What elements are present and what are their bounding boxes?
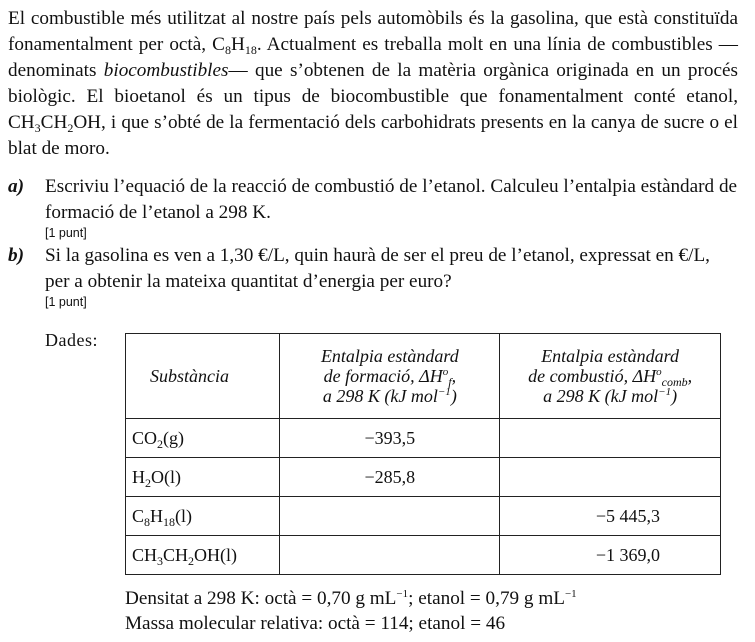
- substance-cell: [126, 536, 280, 575]
- formula-subscript: 2: [145, 475, 151, 490]
- question-letter: b): [8, 245, 24, 266]
- formula-subscript: 8: [224, 43, 231, 57]
- header-line: Entalpia estàndard: [541, 346, 680, 366]
- formula-part: H: [230, 34, 245, 55]
- question-letter: a): [8, 176, 24, 197]
- formula-subscript: 3: [157, 553, 164, 568]
- formula-subscript: 18: [244, 43, 257, 57]
- header-sub: comb: [661, 375, 688, 389]
- formation-value: [280, 497, 500, 536]
- intro-text: — que s’obtenen de la matèria orgànica originada en un procés biològic. El bioetanol és un tipus de biocombustible que fonamentalment conté etanol,: [8, 60, 738, 107]
- header-sup: −1: [658, 386, 672, 398]
- formula-part: CO: [132, 427, 158, 448]
- formula-subscript: 8: [144, 514, 151, 529]
- header-sup: o: [656, 366, 662, 378]
- header-sup: o: [442, 366, 449, 378]
- density-text: ; etanol = 0,79 g mL: [408, 588, 565, 609]
- intro-paragraph: [8, 6, 738, 162]
- formula-part: CH: [163, 544, 189, 565]
- combustion-value: [500, 458, 721, 497]
- facts-block: [125, 586, 577, 636]
- formula-subscript: 2: [188, 553, 195, 568]
- header-line: de formació, ΔH: [323, 366, 443, 386]
- substance-cell: [126, 497, 280, 536]
- question-b: [8, 243, 738, 295]
- table-header-row: [126, 334, 721, 419]
- formula-part: C: [132, 505, 145, 526]
- table-row: [126, 458, 721, 497]
- intro-text: , i que s’obté de la fermentació dels carbohidrats presents en la canya de sucre o el blat de moro.: [8, 112, 738, 159]
- points-label: [1 punt]: [45, 226, 87, 240]
- formula-part: OH: [73, 112, 102, 133]
- header-combustion: [500, 334, 721, 419]
- formula-subscript: 2: [157, 436, 164, 451]
- substance-cell: [126, 458, 280, 497]
- intro-text: . Actualment es treballa molt en una línia de combustibles —denominats: [8, 34, 738, 81]
- formula-part: CH: [40, 112, 68, 133]
- combustion-value: [500, 419, 721, 458]
- formula-subscript: 2: [67, 121, 74, 135]
- header-line: a 298 K (kJ mol: [543, 386, 659, 406]
- header-line: ): [671, 386, 678, 406]
- question-a: [8, 174, 738, 226]
- density-line: [125, 586, 577, 611]
- formula-subscript: 3: [34, 121, 41, 135]
- formation-value: −285,8: [280, 458, 500, 497]
- header-line: ,: [687, 366, 693, 386]
- header-line: de combustió, ΔH: [528, 366, 657, 386]
- points-label: [1 punt]: [45, 295, 87, 309]
- formation-value: −393,5: [280, 419, 500, 458]
- density-text: Densitat a 298 K: octà = 0,70 g mL: [125, 588, 397, 609]
- formula-part: H: [150, 505, 164, 526]
- formula-part: O(l): [151, 466, 181, 487]
- dades-label: Dades:: [45, 330, 98, 350]
- formula-part: OH(l): [194, 544, 238, 565]
- header-sup: −1: [437, 386, 451, 398]
- intro-text: El combustible més utilitzat al nostre país pels automòbils és la gasolina, que està constituïda fonamentalment per octà,: [8, 8, 738, 55]
- combustion-value: −1 369,0: [500, 536, 721, 575]
- intro-emphasis: biocombustibles: [103, 60, 229, 81]
- formula-part: CH: [132, 544, 158, 565]
- header-formation: [280, 334, 500, 419]
- table-row: [126, 497, 721, 536]
- unit-superscript: −1: [564, 588, 577, 600]
- header-line: ): [450, 386, 457, 406]
- header-line: ,: [451, 366, 457, 386]
- data-table: [125, 333, 721, 575]
- header-line: a 298 K (kJ mol: [322, 386, 438, 406]
- substance-cell: [126, 419, 280, 458]
- formula-part: CH: [8, 112, 35, 133]
- question-text: Escriviu l’equació de la reacció de combustió de l’etanol. Calculeu l’entalpia estàndard de formació de l’etanol a 298 K.: [45, 176, 738, 223]
- formula-subscript: 18: [163, 514, 176, 529]
- header-line: Entalpia estàndard: [320, 346, 459, 366]
- mass-line: Massa molecular relativa: octà = 114; etanol = 46: [125, 613, 506, 634]
- header-substance: Substància: [126, 334, 280, 419]
- unit-superscript: −1: [396, 588, 409, 600]
- table-row: [126, 419, 721, 458]
- formation-value: [280, 536, 500, 575]
- formula-part: C: [212, 34, 225, 55]
- table-row: [126, 536, 721, 575]
- header-sub: f: [448, 375, 452, 389]
- formula-part: (g): [163, 427, 185, 448]
- question-text: Si la gasolina es ven a 1,30 €/L, quin haurà de ser el preu de l’etanol, expressat en €/L, per a obtenir la mateixa quantitat d’energia per euro?: [45, 245, 710, 292]
- formula-part: H: [132, 466, 145, 487]
- formula-part: (l): [175, 505, 193, 526]
- combustion-value: −5 445,3: [500, 497, 721, 536]
